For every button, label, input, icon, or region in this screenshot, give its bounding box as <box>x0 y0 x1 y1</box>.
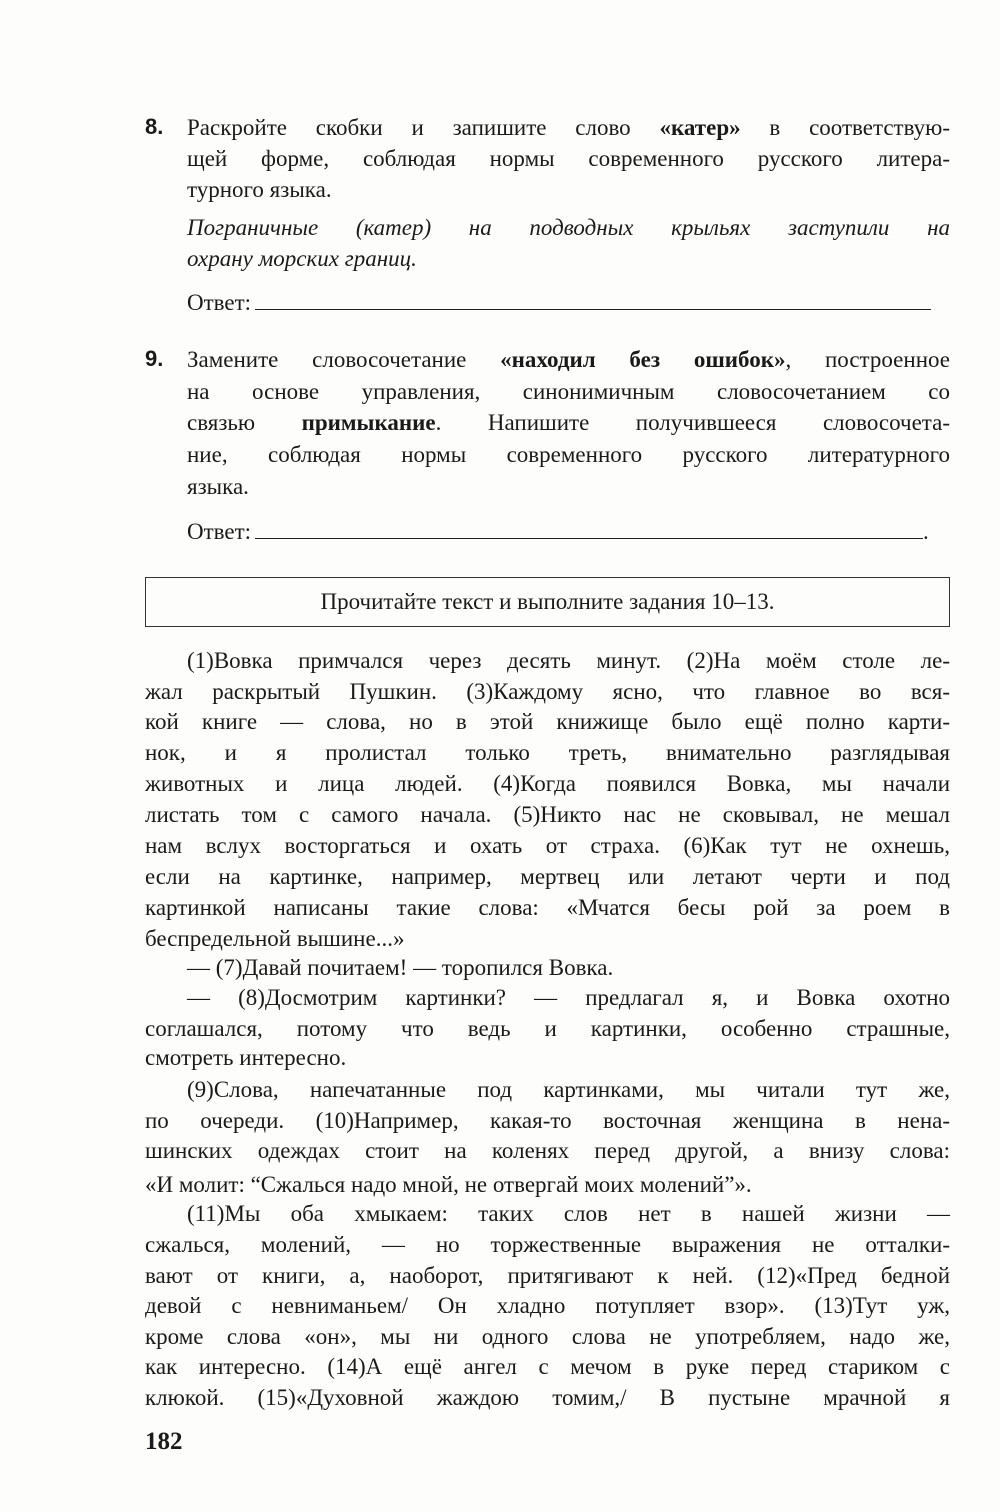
text-segment: щей форме, соблюдая нормы современного русского литера- <box>187 146 950 171</box>
task-text-line <box>187 113 950 143</box>
text-segment: связью <box>187 410 302 435</box>
text-segment: языка. <box>187 474 249 499</box>
text-segment: Пограничные (катер) на подводных крыльях заступили на <box>187 215 950 240</box>
task-text-line <box>187 144 950 174</box>
task-text-line <box>187 345 950 375</box>
answer-field-9[interactable] <box>187 516 929 547</box>
text-segment: ние, соблюдая нормы современного русского литературного <box>187 442 950 467</box>
instruction-box: Прочитайте текст и выполните задания 10–13. <box>145 577 950 627</box>
passage-line: кроме слова «он», мы ни одного слова не употребляем, надо же, <box>145 1324 950 1349</box>
text-segment: в соответствую- <box>740 115 950 140</box>
passage-line: по очереди. (10)Например, какая-то восточная женщина в нена- <box>145 1108 950 1133</box>
answer-label: Ответ: <box>187 519 252 544</box>
text-segment: Замените словосочетание <box>187 347 501 372</box>
answer-line[interactable] <box>255 287 931 310</box>
passage-line: вают от книги, а, наоборот, притягивают к ней. (12)«Пред бедной <box>145 1263 950 1288</box>
text-segment: на основе управления, синонимичным словосочетанием со <box>187 379 950 404</box>
passage-line: жал раскрытый Пушкин. (3)Каждому ясно, что главное во вся- <box>145 679 950 704</box>
text-segment: турного языка. <box>187 177 332 202</box>
passage-line: листать том с самого начала. (5)Никто нас не сковывал, не мешал <box>145 802 950 827</box>
passage-line: девой с невниманьем/ Он хладно потупляет взор». (13)Тут уж, <box>145 1293 950 1318</box>
text-segment: охрану морских границ. <box>187 246 417 271</box>
passage-line: (1)Вовка примчался через десять минут. (2)На моём столе ле- <box>187 648 950 673</box>
passage-line: если на картинке, например, мертвец или летают черти и под <box>145 864 950 889</box>
text-segment: «находил без ошибок» <box>500 347 786 372</box>
task-number: 8. <box>145 114 164 139</box>
passage-line: сжалься, молений, — но торжественные выражения не отталки- <box>145 1232 950 1257</box>
passage-line: картинкой написаны такие слова: «Мчатся бесы рой за роем в <box>145 895 950 920</box>
task-text-line <box>187 377 950 407</box>
task-number: 9. <box>145 346 164 371</box>
passage-line: — (7)Давай почитаем! — торопился Вовка. <box>187 955 614 980</box>
passage-line: беспредельной вышине...» <box>145 926 405 951</box>
passage-line: (9)Слова, напечатанные под картинками, мы читали тут же, <box>187 1077 950 1102</box>
passage-line: (11)Мы оба хмыкаем: таких слов нет в нашей жизни — <box>187 1201 950 1226</box>
text-segment: «катер» <box>659 115 741 140</box>
passage-line: как интересно. (14)А ещё ангел с мечом в руке перед стариком с <box>145 1354 950 1379</box>
passage-line: шинских одеждах стоит на коленях перед другой, а внизу слова: <box>145 1138 950 1163</box>
passage-line: смотреть интересно. <box>145 1045 347 1070</box>
answer-line[interactable] <box>255 516 923 539</box>
passage-line: кой книге — слова, но в этой книжище было ещё полно карти- <box>145 709 950 734</box>
passage-line: — (8)Досмотрим картинки? — предлагал я, и Вовка охотно <box>187 985 950 1010</box>
text-segment: , построенное <box>785 347 950 372</box>
answer-end-period: . <box>923 519 929 544</box>
task-text-line <box>187 440 950 470</box>
text-segment: Раскройте скобки и запишите слово <box>187 115 660 140</box>
task-text-line <box>187 408 950 438</box>
text-segment: примыкание <box>301 410 436 435</box>
example-sentence-line <box>187 244 417 274</box>
example-sentence-line <box>187 213 950 243</box>
task-text-line <box>187 472 249 502</box>
answer-field-8[interactable] <box>187 287 931 318</box>
passage-line: клюкой. (15)«Духовной жаждою томим,/ В пустыне мрачной я <box>145 1385 950 1410</box>
passage-line: животных и лица людей. (4)Когда появился Вовка, мы начали <box>145 771 950 796</box>
passage-line: «И молит: “Сжалься надо мной, не отвергай моих молений”». <box>145 1172 752 1197</box>
passage-line: нок, и я пролистал только треть, внимательно разглядывая <box>145 740 950 765</box>
page-number: 182 <box>145 1428 183 1455</box>
text-segment: . Напишите получившееся словосочета- <box>435 410 950 435</box>
answer-label: Ответ: <box>187 290 252 315</box>
passage-line: нам вслух восторгаться и охать от страха. (6)Как тут не охнешь, <box>145 833 950 858</box>
passage-line: соглашался, потому что ведь и картинки, особенно страшные, <box>145 1016 950 1041</box>
task-text-line <box>187 175 332 205</box>
